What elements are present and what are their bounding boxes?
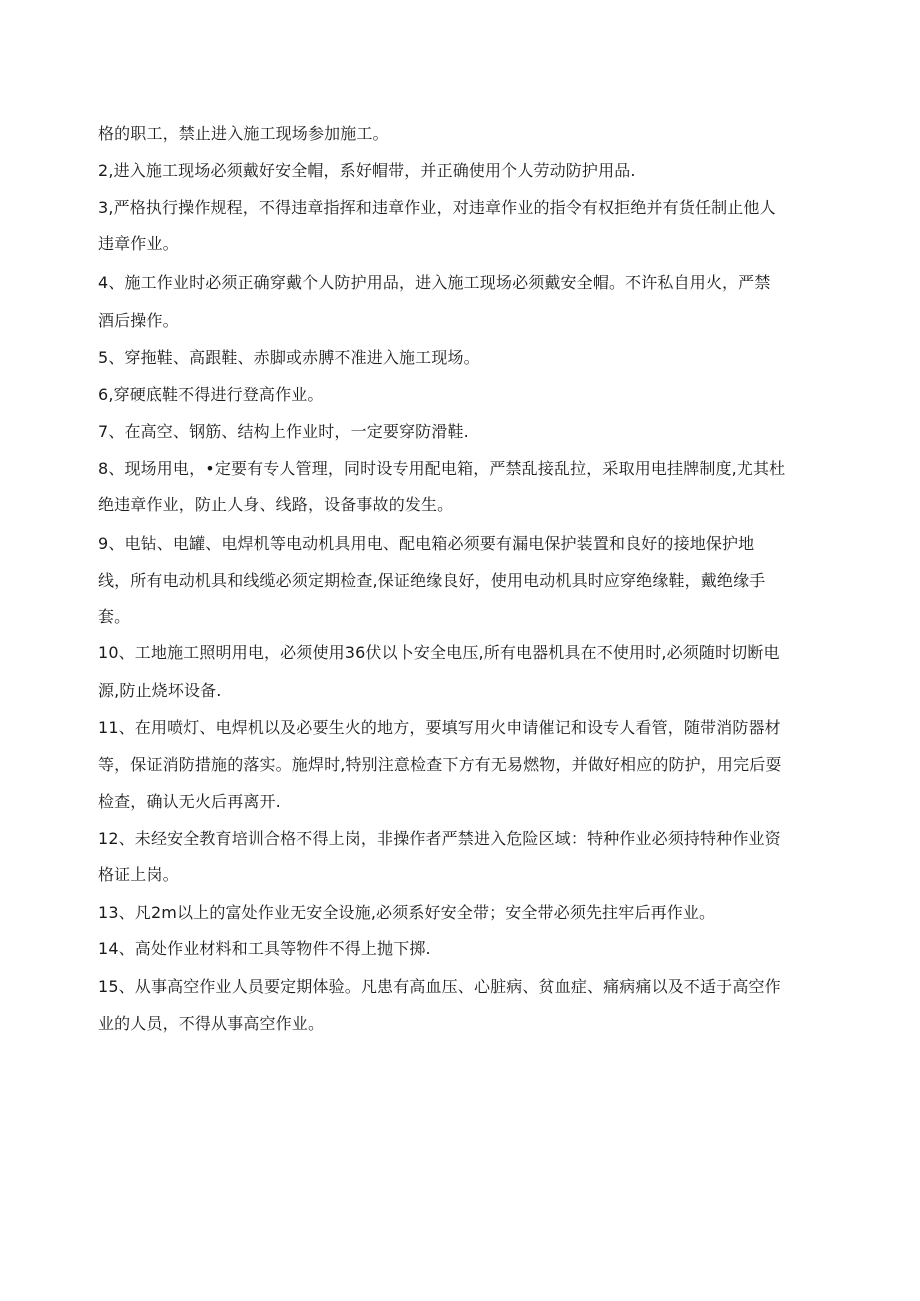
text-line: 12、未经安全教育培训合格不得上岗，非操作者严禁进入危险区域：特种作业必须持特种作业资: [98, 829, 781, 848]
text-line: 酒后操作。: [98, 311, 179, 330]
text-line: 10、工地施工照明用电，必须使用36伏以卜安全电压,所有电器机具在不使用时,必须随时切断电: [98, 643, 780, 662]
text-line: 2,进入施工现场必须戴好安全帽，系好帽带，并正确使用个人劳动防护用品.: [98, 161, 636, 180]
text-line: 13、凡2m以上的富处作业无安全设施,必须系好安全带；安全带必须先拄牢后再作业。: [98, 903, 716, 922]
text-line: 15、从事高空作业人员要定期体验。凡患有高血压、心脏病、贫血症、痛病痛以及不适于高空作: [98, 977, 781, 996]
text-line: 套。: [98, 607, 131, 626]
text-line: 等，保证消防措施的落实。施焊时,特别注意检查下方有无易燃物，并做好相应的防护，用完后耍: [98, 755, 782, 774]
text-line: 检查，确认无火后再离开.: [98, 792, 281, 811]
text-line: 绝违章作业，防止人身、线路，设备事故的发生。: [98, 495, 454, 514]
text-line: 14、高处作业材料和工具等物件不得上抛下掷.: [98, 939, 431, 958]
text-line: 7、在高空、钢筋、结构上作业时，一定要穿防滑鞋.: [98, 422, 469, 441]
text-line: 源,防止烧坏设备.: [98, 681, 222, 700]
text-line: 11、在用喷灯、电焊机以及必要生火的地方，要填写用火申请催记和设专人看管，随带消防器材: [98, 718, 781, 737]
text-line: 5、穿拖鞋、高跟鞋、赤脚或赤膊不准进入施工现场。: [98, 348, 480, 367]
text-line: 线，所有电动机具和线缆必须定期检查,保证绝缘良好，使用电动机具时应穿绝缘鞋，戴绝缘手: [98, 571, 766, 590]
text-line: 6,穿硬底鞋不得进行登高作业。: [98, 385, 324, 404]
text-line: 格的职工，禁止进入施工现场参加施工。: [98, 124, 389, 143]
text-line: 4、施工作业时必须正确穿戴个人防护用品，进入施工现场必须戴安全帽。不许私自用火，严禁: [98, 273, 771, 292]
text-line: 3,严格执行操作规程，不得违章指挥和违章作业，对违章作业的指令有权拒绝并有货任制止他人: [98, 198, 776, 217]
text-line: 8、现场用电，•定要有专人管理，同时设专用配电箱，严禁乱接乱拉，采取用电挂牌制度,尤其杜: [98, 459, 786, 478]
text-line: 格证上岗。: [98, 865, 179, 884]
text-line: 业的人员，不得从事高空作业。: [98, 1014, 325, 1033]
text-line: 违章作业。: [98, 234, 179, 253]
text-line: 9、电钻、电罐、电焊机等电动机具用电、配电箱必须要有漏电保护装置和良好的接地保护地: [98, 534, 755, 553]
